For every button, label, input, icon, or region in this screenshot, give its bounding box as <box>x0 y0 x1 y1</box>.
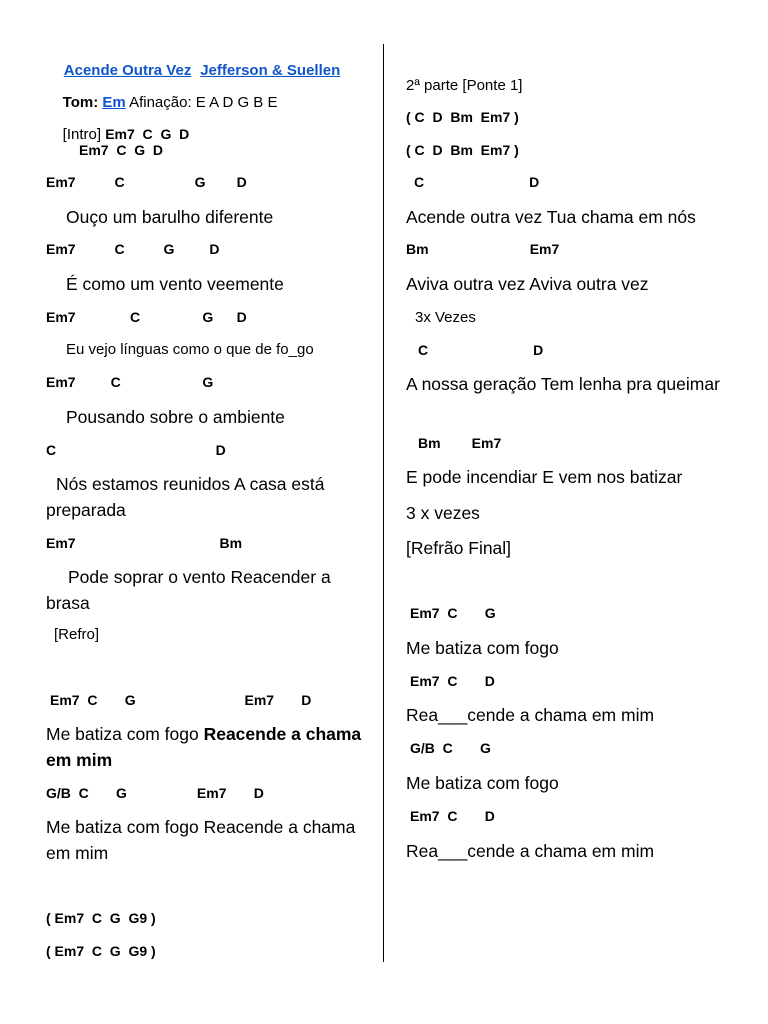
repeat-note: 3 x vezes <box>406 503 480 523</box>
chord-line: Em7 C G D <box>46 174 247 190</box>
chord-line: G/B C G <box>410 740 491 756</box>
chord-line: Em7 C G D <box>46 241 220 257</box>
lyric-line: Rea___cende a chama em mim <box>406 705 655 725</box>
lyric-line: Me batiza com fogo Reacende a chama em mim <box>46 817 356 863</box>
lyric-segment: Me batiza com fogo <box>46 724 204 744</box>
song-title-link[interactable]: Acende Outra Vez <box>63 62 192 79</box>
section-label: 2ª parte [Ponte 1] <box>406 77 523 94</box>
chord-progression: ( Em7 C G G9 ) <box>46 910 156 926</box>
chord-line: G/B C G Em7 D <box>46 785 264 801</box>
section-label: [Refro] <box>54 626 100 643</box>
chord-line: Em7 C G <box>410 605 496 621</box>
intro-chords-2: Em7 C G D <box>79 142 164 158</box>
chord-line: Bm Em7 <box>406 241 560 257</box>
artist-link[interactable]: Jefferson & Suellen <box>200 62 341 79</box>
lyric-line: Nós estamos reunidos A casa está preparada <box>46 474 325 520</box>
chord-line: Em7 C G <box>46 374 214 390</box>
repeat-note: 3x Vezes <box>415 309 476 326</box>
lyric-line: Acende outra vez Tua chama em nós <box>406 207 696 227</box>
lyric-segment-bold: Reacende a chama em mim <box>46 724 362 770</box>
chord-line: C D <box>418 342 544 358</box>
chord-line: Bm Em7 <box>418 435 502 451</box>
lyric-line: Rea___cende a chama em mim <box>406 841 655 861</box>
chord-line: Em7 C D <box>410 673 495 689</box>
chord-line: C D <box>414 174 540 190</box>
section-label: [Refrão Final] <box>406 538 512 558</box>
lyric-line: Eu vejo línguas como o que de fo_go <box>66 341 314 358</box>
column-divider <box>383 44 384 962</box>
lyric-line: Me batiza com fogo <box>406 773 559 793</box>
chord-progression: ( Em7 C G G9 ) <box>46 943 156 959</box>
tuning-text: Afinação: E A D G B E <box>129 94 278 111</box>
intro-chords: Em7 C G D <box>105 126 190 142</box>
chord-line: Em7 C D <box>410 808 495 824</box>
chord-progression: ( C D Bm Em7 ) <box>406 142 519 158</box>
tom-key-link[interactable]: Em <box>102 94 126 111</box>
intro-label: [Intro] <box>62 126 102 143</box>
lyric-line: Pode soprar o vento Reacender a brasa <box>46 567 331 613</box>
lyric-line <box>46 721 364 773</box>
chord-progression: ( C D Bm Em7 ) <box>406 109 519 125</box>
chord-line: C D <box>46 442 226 458</box>
lyric-line: Ouço um barulho diferente <box>66 207 274 227</box>
lyric-line: Pousando sobre o ambiente <box>66 407 285 427</box>
lyric-line: A nossa geração Tem lenha pra queimar <box>406 374 720 394</box>
tom-label: Tom: <box>62 94 99 111</box>
lyric-line: Me batiza com fogo <box>406 638 559 658</box>
chord-line: Em7 C G D <box>46 309 247 325</box>
lyric-line: É como um vento veemente <box>66 274 284 294</box>
chord-line: Em7 C G Em7 D <box>50 692 312 708</box>
lyric-line: E pode incendiar E vem nos batizar <box>406 467 683 487</box>
lyric-line: Aviva outra vez Aviva outra vez <box>406 274 649 294</box>
chord-line: Em7 Bm <box>46 535 243 551</box>
